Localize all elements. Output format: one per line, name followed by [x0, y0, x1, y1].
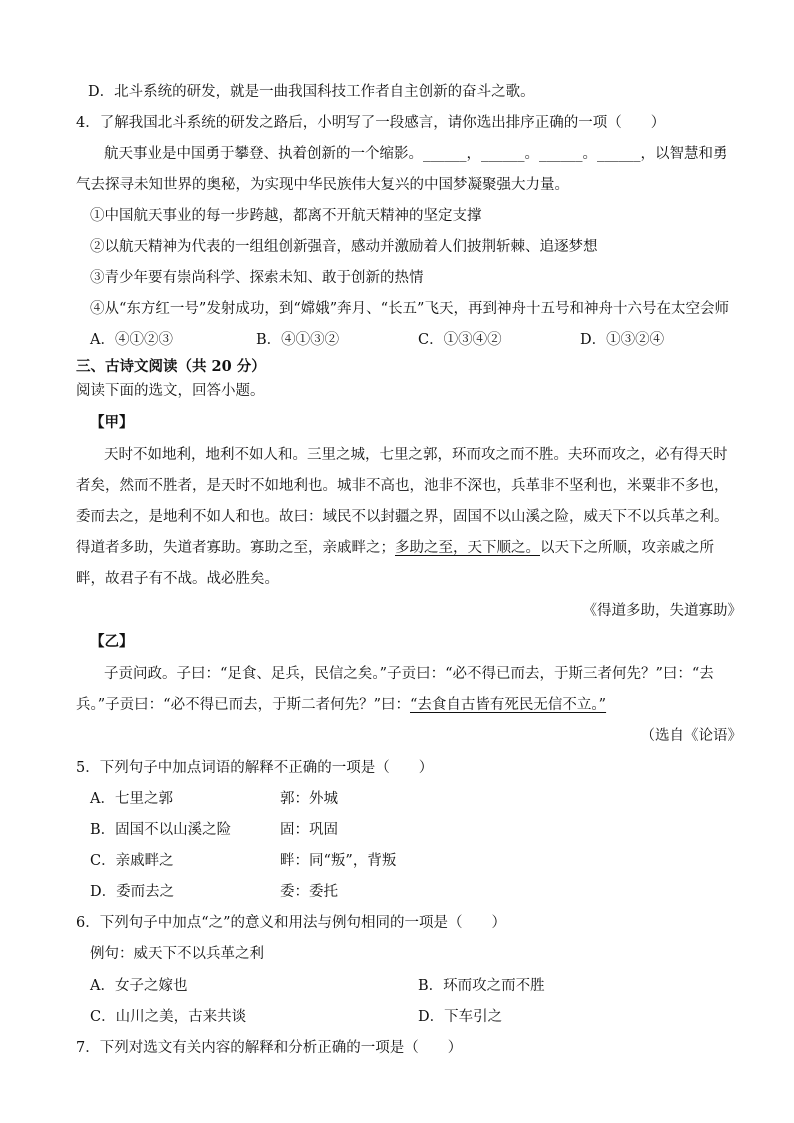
q4-item-3: ③青少年要有崇尚科学、探索未知、敢于创新的热情: [90, 270, 424, 286]
jia-line4: [76, 538, 714, 558]
jia-line3: 委而去之，是地利不如人和也。故曰：域民不以封疆之界，固国不以山溪之险，威天下不以兵革之利。: [76, 509, 729, 525]
q6-option-c: C．山川之美，古来共谈: [90, 1009, 247, 1025]
q4-option-a: A．④①②③: [90, 332, 173, 348]
yi-line1: 子贡问政。子曰：“足食、足兵，民信之矣。”子贡曰：“必不得已而去，于斯三者何先？”曰：“去: [104, 666, 714, 682]
q6-option-a: A．女子之嫁也: [90, 978, 188, 994]
q4-option-b: B．④①③②: [256, 332, 340, 348]
section3-instruction: 阅读下面的选文，回答小题。: [76, 383, 265, 399]
yi-line2: [76, 695, 606, 715]
q7-stem: 7．下列对选文有关内容的解释和分析正确的一项是（ ）: [76, 1040, 463, 1056]
q5-row-b-gloss: 固：巩固: [280, 822, 338, 838]
q6-example: 例句：威天下不以兵革之利: [90, 946, 264, 962]
yi-label: 【乙】: [90, 633, 134, 650]
q5-stem: 5．下列句子中加点词语的解释不正确的一项是（ ）: [76, 760, 434, 776]
q4-item-2: ②以航天精神为代表的一组组创新强音，感动并激励着人们披荆斩棘、追逐梦想: [90, 239, 598, 255]
jia-line4-start: 得道者多助，失道者寡助。寡助之至，亲戚畔之；: [76, 540, 395, 556]
q5-row-b-sentence: B．固国不以山溪之险: [90, 822, 232, 838]
jia-line1: 天时不如地利，地利不如人和。三里之城，七里之郭，环而攻之而不胜。夫环而攻之，必有得天时: [104, 447, 728, 463]
jia-source: 《得道多助，失道寡助》: [582, 603, 742, 619]
q4-passage-line2: 气去探寻未知世界的奥秘，为实现中华民族伟大复兴的中国梦凝聚强大力量。: [76, 177, 569, 193]
jia-line5: 畔，故君子有不战。战必胜矣。: [76, 571, 279, 587]
yi-line2-start: 兵。”子贡曰：“必不得已而去，于斯二者何先？”曰：: [76, 697, 410, 713]
q4-item-1: ①中国航天事业的每一步跨越，都离不开航天精神的坚定支撑: [90, 208, 482, 224]
jia-underlined-sentence: 多助之至，天下顺之。: [395, 540, 540, 556]
q6-option-d: D．下车引之: [418, 1009, 503, 1025]
q5-row-d-gloss: 委：委托: [280, 884, 338, 900]
q6-stem: 6．下列句子中加点“之”的意义和用法与例句相同的一项是（ ）: [76, 915, 507, 931]
q4-stem: 4．了解我国北斗系统的研发之路后，小明写了一段感言，请你选出排序正确的一项（ ）: [76, 115, 666, 131]
yi-underlined-sentence: “去食自古皆有死民无信不立。”: [410, 697, 607, 713]
jia-label: 【甲】: [90, 414, 134, 431]
jia-line2: 者矣，然而不胜者，是天时不如地利也。城非不高也，池非不深也，兵革非不坚利也，米粟非不多也，: [76, 478, 729, 494]
q5-row-c-gloss: 畔：同“叛”，背叛: [280, 853, 397, 869]
q4-option-c: C．①③④②: [418, 332, 502, 348]
q6-option-b: B．环而攻之而不胜: [418, 978, 545, 994]
q5-row-a-sentence: A．七里之郭: [90, 791, 173, 807]
q5-row-d-sentence: D．委而去之: [90, 884, 175, 900]
section3-heading: 三、古诗文阅读（共 20 分）: [76, 358, 266, 375]
jia-line4-end: 以天下之所顺，攻亲戚之所: [540, 540, 714, 556]
q4-passage-line1: 航天事业是中国勇于攀登、执着创新的一个缩影。______，______。______。______，以智慧和勇: [104, 146, 728, 162]
q4-item-4: ④从“东方红一号”发射成功，到“嫦娥”奔月、“长五”飞天，再到神舟十五号和神舟十六号在太空会师: [90, 301, 729, 317]
q5-row-a-gloss: 郭：外城: [280, 791, 338, 807]
q4-option-d: D．①③②④: [580, 332, 665, 348]
q3-option-d: D．北斗系统的研发，就是一曲我国科技工作者自主创新的奋斗之歌。: [88, 84, 535, 100]
q5-row-c-sentence: C．亲戚畔之: [90, 853, 174, 869]
yi-source: （选自《论语》: [640, 728, 742, 744]
